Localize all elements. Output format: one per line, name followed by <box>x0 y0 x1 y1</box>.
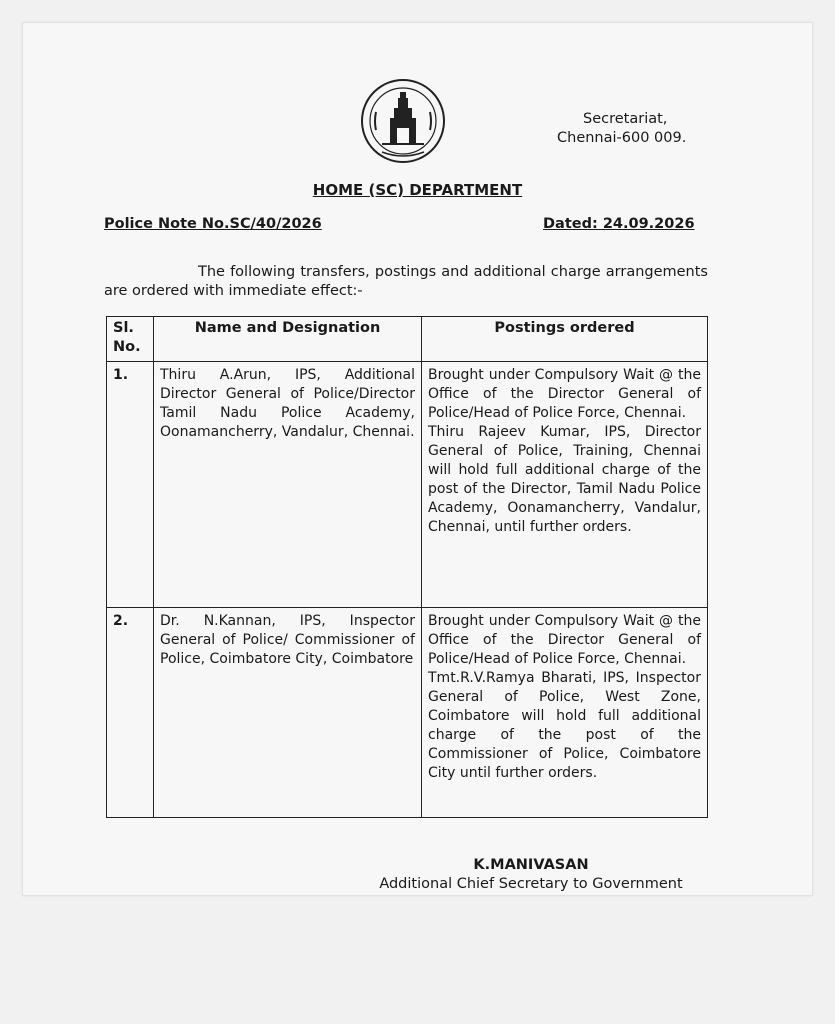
signature-block <box>355 856 707 894</box>
posting-text: Brought under Compulsory Wait @ the Office of the Director General of Police/Head of Police Force, Chennai. <box>428 367 701 421</box>
row-serial: 2. <box>107 608 154 818</box>
column-header-postings: Postings ordered <box>422 317 708 362</box>
column-header-sl: Sl. No. <box>107 317 154 362</box>
intro-paragraph: The following transfers, postings and additional charge arrangements are ordered with immediate effect:- <box>104 264 708 299</box>
posting-text: Tmt.R.V.Ramya Bharati, IPS, Inspector General of Police, West Zone, Coimbatore will hold full additional charge of the post of the Commissioner of Police, Coimbatore City until further orders. <box>428 670 701 781</box>
signatory-designation: Additional Chief Secretary to Government <box>379 876 683 892</box>
orders-table <box>106 316 708 818</box>
police-note-number: Police Note No.SC/40/2026 <box>104 216 322 232</box>
address-line: Chennai-600 009. <box>557 130 687 146</box>
address-line: Secretariat, <box>583 111 668 127</box>
department-heading <box>0 181 835 199</box>
tamil-nadu-state-emblem-icon <box>360 78 446 164</box>
table-row <box>107 608 708 818</box>
column-header-name: Name and Designation <box>154 317 422 362</box>
table-row <box>107 362 708 608</box>
row-name-designation: Thiru A.Arun, IPS, Additional Director General of Police/Director Tamil Nadu Police Academy, Oonamancherry, Vandalur, Chennai. <box>154 362 422 608</box>
note-date: Dated: 24.09.2026 <box>543 216 695 232</box>
signatory-name: K.MANIVASAN <box>473 857 589 873</box>
row-postings <box>422 362 708 608</box>
department-title: HOME (SC) DEPARTMENT <box>312 181 523 199</box>
table-header-row <box>107 317 708 362</box>
row-serial: 1. <box>107 362 154 608</box>
posting-text: Thiru Rajeev Kumar, IPS, Director General of Police, Training, Chennai will hold full additional charge of the post of the Director, Tamil Nadu Police Academy, Oonamancherry, Vandalur, Chennai, until further orders. <box>428 424 701 535</box>
row-postings <box>422 608 708 818</box>
posting-text: Brought under Compulsory Wait @ the Office of the Director General of Police/Head of Police Force, Chennai. <box>428 613 701 667</box>
row-name-designation: Dr. N.Kannan, IPS, Inspector General of Police/ Commissioner of Police, Coimbatore City, Coimbatore <box>154 608 422 818</box>
address-block <box>557 110 686 148</box>
